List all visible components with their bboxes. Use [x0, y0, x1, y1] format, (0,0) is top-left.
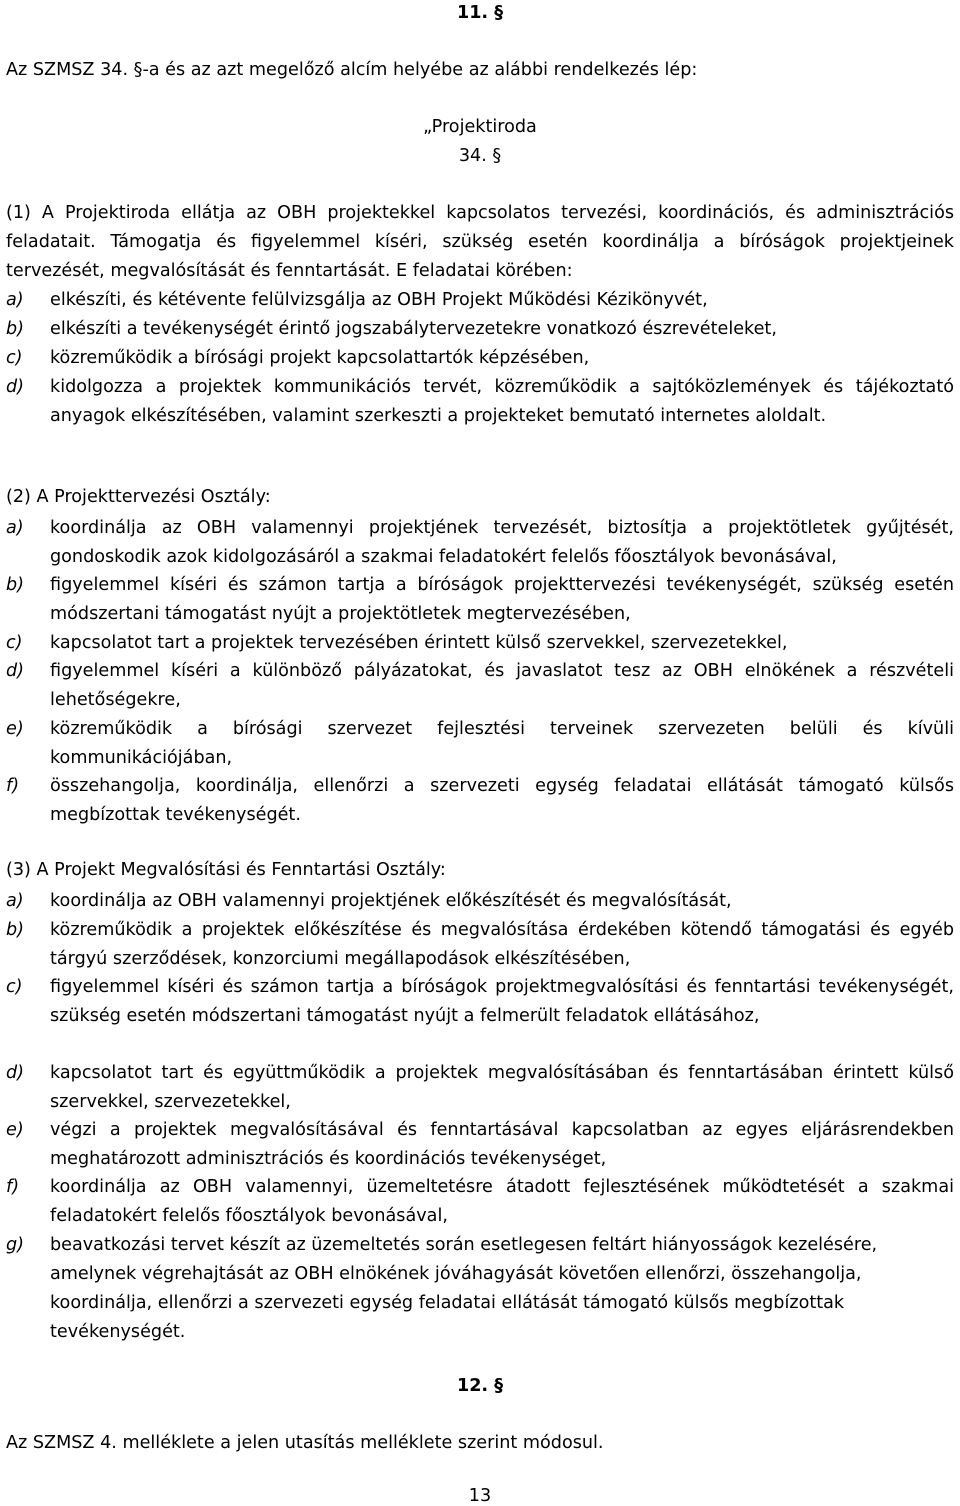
item-label: g)	[6, 1235, 25, 1255]
item-label: c)	[6, 348, 23, 368]
item-label: c)	[6, 977, 23, 997]
item-label: f)	[6, 1177, 20, 1197]
item-label: b)	[6, 920, 25, 940]
item-text: kapcsolatot tart a projektek tervezésében érintett külső szervekkel, szervezetekkel,	[50, 633, 788, 653]
item-label: d)	[6, 1063, 25, 1083]
item-text: kidolgozza a projektek kommunikációs tervét, közreműködik a sajtóközlemények és tájékoztató anyagok elkészítésében, valamint szerkeszti a projekteket bemutató internetes aloldalt.	[50, 377, 954, 426]
section-12-heading: 12. §	[456, 1376, 504, 1396]
item-label: f)	[6, 776, 20, 796]
item-text: összehangolja, koordinálja, ellenőrzi a szervezeti egység feladatai ellátását támogató külsős megbízottak tevékenységét.	[50, 776, 954, 825]
section-11-intro: Az SZMSZ 34. §-a és az azt megelőző alcím helyébe az alábbi rendelkezés lép:	[6, 60, 698, 80]
item-text: figyelemmel kíséri a különböző pályázatokat, és javaslatot tesz az OBH elnökének a részvételi lehetőségekre,	[50, 661, 954, 710]
item-label: e)	[6, 1120, 24, 1140]
item-label: a)	[6, 290, 24, 310]
item-text: elkészíti, és kétévente felülvizsgálja az OBH Projekt Működési Kézikönyvét,	[50, 290, 708, 310]
paragraph-2-lead: (2) A Projekttervezési Osztály:	[6, 487, 271, 507]
item-label: e)	[6, 719, 24, 739]
item-label: a)	[6, 518, 24, 538]
paragraph-3-lead: (3) A Projekt Megvalósítási és Fenntartási Osztály:	[6, 860, 446, 880]
item-label: d)	[6, 377, 25, 397]
item-text: koordinálja az OBH valamennyi projektjének előkészítését és megvalósítását,	[50, 891, 732, 911]
item-label: b)	[6, 575, 25, 595]
item-text: közreműködik a bírósági szervezet fejlesztési terveinek szervezeten belüli és kívüli kommunikációjában,	[50, 719, 954, 768]
item-label: a)	[6, 891, 24, 911]
section-12-text: Az SZMSZ 4. melléklete a jelen utasítás melléklete szerint módosul.	[6, 1433, 604, 1453]
block-section: 34. §	[458, 146, 502, 166]
item-text: beavatkozási tervet készít az üzemeltetés során esetlegesen feltárt hiányosságok kezelésére, amelynek végrehajtását az OBH elnökének jóváhagyását követően ellenőrzi, összehangolja, koordinálja, ellenőrzi a szervezeti egység feladatai ellátását támogató külsős megbízottak tevékenységét.	[50, 1235, 878, 1342]
item-text: közreműködik a bírósági projekt kapcsolattartók képzésében,	[50, 348, 590, 368]
item-text: végzi a projektek megvalósításával és fenntartásával kapcsolatban az egyes eljárásrendekben meghatározott adminisztrációs és koordinációs tevékenységet,	[50, 1120, 954, 1169]
item-text: figyelemmel kíséri és számon tartja a bíróságok projektmegvalósítási és fenntartási tevékenységét, szükség esetén módszertani támogatást nyújt a felmerült feladatok ellátásához,	[50, 977, 954, 1026]
item-label: d)	[6, 661, 25, 681]
item-text: közreműködik a projektek előkészítése és megvalósítása érdekében kötendő támogatási és egyéb tárgyú szerződések, konzorciumi megállapodások elkészítésében,	[50, 920, 954, 969]
item-text: koordinálja az OBH valamennyi projektjének tervezését, biztosítja a projektötletek gyűjtését, gondoskodik azok kidolgozásáról a szakmai feladatokért felelős főosztályok bevonásával,	[50, 518, 954, 567]
block-title: „Projektiroda	[423, 117, 537, 137]
item-label: b)	[6, 319, 25, 339]
section-11-heading: 11. §	[456, 3, 504, 23]
item-text: figyelemmel kíséri és számon tartja a bíróságok projekttervezési tevékenységét, szükség esetén módszertani támogatást nyújt a projektötletek megtervezésében,	[50, 575, 954, 624]
item-text: elkészíti a tevékenységét érintő jogszabálytervezetekre vonatkozó észrevételeket,	[50, 319, 777, 339]
item-text: kapcsolatot tart és együttműködik a projektek megvalósításában és fenntartásában érintett külső szervekkel, szervezetekkel,	[50, 1063, 954, 1112]
paragraph-1-lead: (1) A Projektiroda ellátja az OBH projektekkel kapcsolatos tervezési, koordinációs, és adminisztrációs feladatait. Támogatja és figyelemmel kíséri, szükség esetén koordinálja a bíróságok projektjeinek tervezését, megvalósítását és fenntartását. E feladatai körében:	[6, 203, 954, 281]
item-label: c)	[6, 633, 23, 653]
page-number: 13	[468, 1486, 492, 1506]
item-text: koordinálja az OBH valamennyi, üzemeltetésre átadott fejlesztésének működtetését a szakmai feladatokért felelős főosztályok bevonásával,	[50, 1177, 954, 1226]
